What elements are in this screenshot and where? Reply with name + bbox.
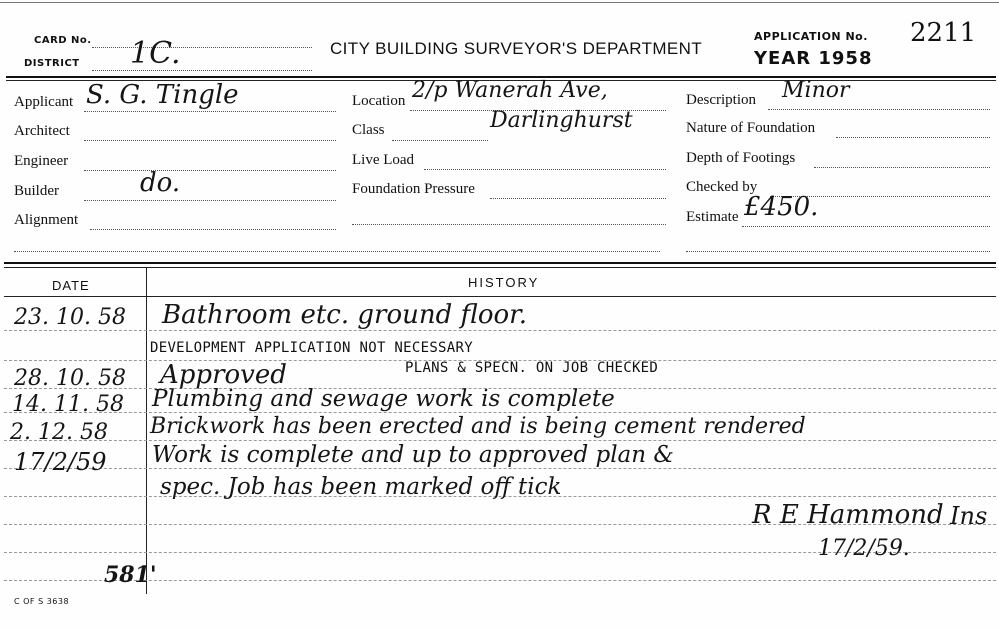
builder-label: Builder [14, 183, 59, 199]
architect-label: Architect [14, 123, 70, 139]
history-rule-top [4, 262, 996, 264]
location-value-line-1: 2/p Wanerah Ave, [412, 78, 608, 103]
applicant-label: Applicant [14, 94, 74, 110]
margin-note: 581' [104, 562, 157, 588]
date-column-divider [146, 268, 147, 594]
history-entry-date: 17/2/59 [14, 448, 107, 476]
live-load-label: Live Load [352, 152, 415, 168]
checked-by-label: Checked by [686, 179, 758, 195]
history-entry-date: 23. 10. 58 [14, 305, 126, 330]
application-no-label: APPLICATION No. [754, 30, 868, 43]
signature-date: 17/2/59. [818, 536, 910, 561]
history-header-underline [4, 296, 996, 297]
applicant-line [84, 111, 336, 112]
history-entry-date: 2. 12. 58 [10, 420, 108, 445]
card-no-label: CARD No. [34, 35, 92, 46]
engineer-label: Engineer [14, 153, 69, 169]
history-entry-text: Approved [160, 360, 287, 390]
history-column-header: HISTORY [468, 275, 540, 290]
engineer-line [84, 170, 336, 171]
estimate-line [742, 226, 990, 227]
department-title: CITY BUILDING SURVEYOR'S DEPARTMENT [330, 39, 703, 58]
history-entry-date: 14. 11. 58 [12, 392, 124, 417]
foundation-pressure-label: Foundation Pressure [352, 181, 475, 197]
column-3-line [686, 251, 990, 252]
alignment-label: Alignment [14, 212, 79, 228]
form-code: C OF S 3638 [14, 597, 70, 606]
history-line [4, 440, 996, 441]
description-label: Description [686, 92, 756, 108]
district-value: 1C. [130, 36, 181, 71]
history-entry-text: spec. Job has been marked off tick [160, 474, 562, 500]
card-no-line [92, 47, 312, 48]
live-load-line [424, 169, 666, 170]
year-label: YEAR 1958 [754, 48, 873, 69]
history-rule-bottom [4, 267, 996, 268]
applicant-value: S. G. Tingle [86, 80, 239, 110]
date-column-header: DATE [52, 278, 90, 293]
history-entry-stamp: PLANS & SPECN. ON JOB CHECKED [405, 360, 659, 376]
alignment-line-2 [14, 251, 660, 252]
alignment-line [90, 229, 336, 230]
history-entry-date: 28. 10. 58 [14, 366, 126, 391]
estimate-label: Estimate [686, 209, 739, 225]
history-entry-text: Plumbing and sewage work is complete [152, 386, 615, 412]
history-entry-text: Bathroom etc. ground floor. [162, 300, 527, 330]
history-entry-stamp: DEVELOPMENT APPLICATION NOT NECESSARY [150, 340, 473, 356]
class-label: Class [352, 122, 385, 138]
location-label: Location [352, 93, 406, 109]
application-no-value: 2211 [910, 18, 977, 48]
foundation-pressure-line [490, 198, 666, 199]
history-line [4, 412, 996, 413]
class-line [392, 140, 488, 141]
nature-line [836, 137, 990, 138]
architect-line [84, 140, 336, 141]
description-line [768, 109, 990, 110]
district-label: DISTRICT [24, 58, 80, 69]
estimate-value: £450. [744, 192, 819, 222]
description-value: Minor [782, 78, 850, 103]
column-2-line [352, 224, 666, 225]
history-line [4, 468, 996, 469]
depth-line [814, 167, 990, 168]
location-value-line-2: Darlinghurst [490, 108, 633, 133]
builder-value: do. [140, 168, 181, 198]
inspector-signature: R E Hammond [752, 500, 944, 530]
district-line [92, 70, 312, 71]
history-entry-text: Brickwork has been erected and is being cement rendered [150, 414, 806, 439]
history-entry-text: Work is complete and up to approved plan & [152, 442, 674, 468]
history-line [4, 330, 996, 331]
builder-line [84, 200, 336, 201]
top-edge-line [0, 2, 999, 3]
inspector-signature-suffix: Ins [950, 502, 988, 530]
depth-of-footings-label: Depth of Footings [686, 150, 796, 166]
nature-of-foundation-label: Nature of Foundation [686, 120, 816, 136]
